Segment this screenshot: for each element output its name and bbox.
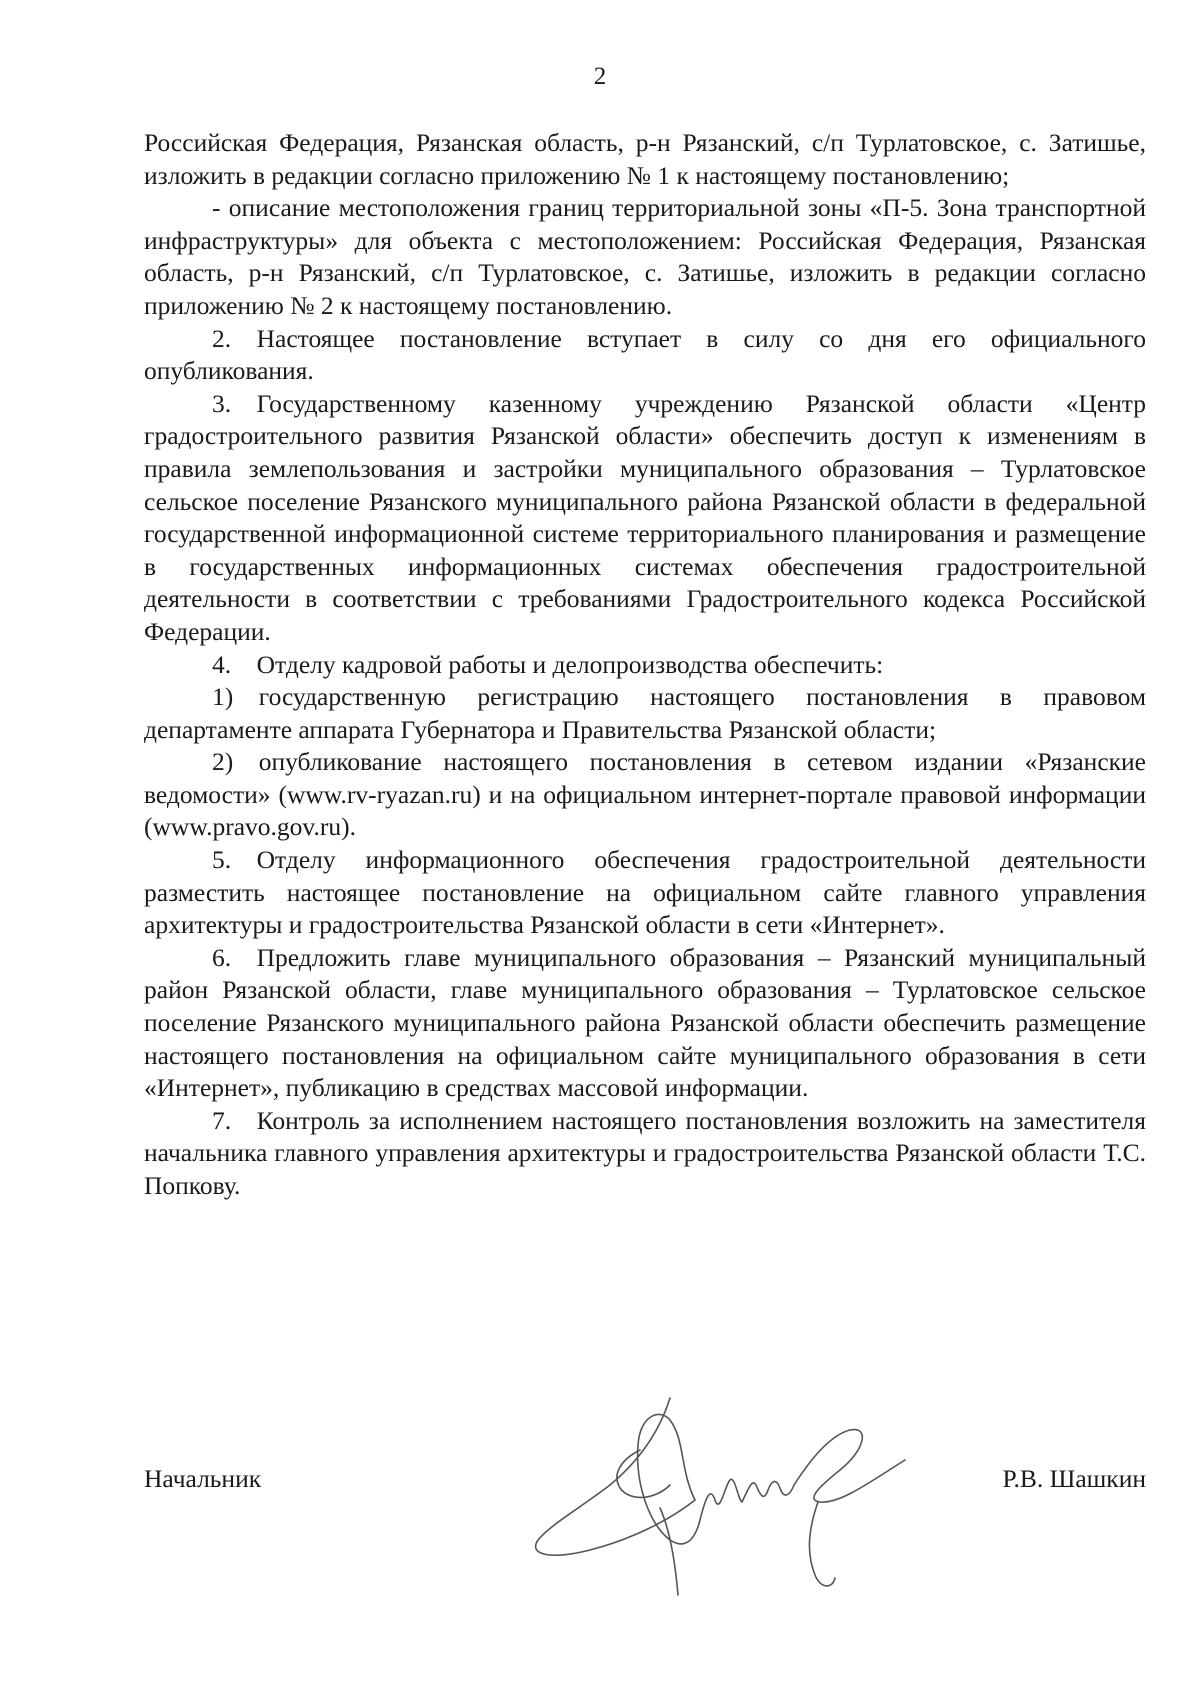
paragraph-item-4: 4. Отделу кадровой работы и делопроизводства обеспечить: — [212, 649, 884, 679]
paragraph-item-3: 3. Государственному казенному учреждению Рязанской области «Центр градостроительного развития Рязанской области» обеспечить доступ к изменениям в правила землепользования и застройки муниципального образования – Турлатовское сельское поселение Рязанского муниципального района Рязанской области в федеральной государственной информационной системе территориального планирования и размещение в государственных информационных системах обеспечения градостроительной деятельности в соответствии с требованиями Градостроительного кодекса Российской Федерации. — [144, 388, 1146, 646]
paragraph-item-5: 5. Отделу информационного обеспечения градостроительной деятельности разместить настоящее постановление на официальном сайте главного управления архитектуры и градостроительства Рязанской области в сети «Интернет». — [144, 845, 1146, 940]
paragraph-item-2: 2. Настоящее постановление вступает в силу со дня его официального опубликования. — [144, 323, 1146, 386]
paragraph-item-6: 6. Предложить главе муниципального образования – Рязанский муниципальный район Рязанской области, главе муниципального образования – Турлатовское сельское поселение Рязанского муниципального района Рязанской области обеспечить размещение настоящего постановления на официальном сайте муниципального образования в сети «Интернет», публикацию в средствах массовой информации. — [144, 942, 1146, 1103]
page-number: 2 — [593, 63, 607, 90]
paragraph-item-4-1: 1) государственную регистрацию настоящего постановления в правовом департаменте аппарата Губернатора и Правительства Рязанской области; — [144, 682, 1146, 744]
signatory-name: Р.В. Шашкин — [1002, 1464, 1146, 1493]
signatory-position: Начальник — [144, 1464, 262, 1493]
paragraph-continuation: Российская Федерация, Рязанская область, р-н Рязанский, с/п Турлатовское, с. Затишье, изложить в редакции согласно приложению № 1 к настоящему постановлению; — [144, 128, 1146, 190]
paragraph-zone-p5-description: - описание местоположения границ территориальной зоны «П-5. Зона транспортной инфраструктуры» для объекта с местоположением: Российская Федерация, Рязанская область, р-н Рязанский, с/п Турлатовское, с. Затишье, изложить в редакции согласно приложению № 2 к настоящему постановлению. — [144, 193, 1146, 320]
signature-block — [144, 1462, 1146, 1502]
paragraph-item-4-2: 2) опубликование настоящего постановления в сетевом издании «Рязанские ведомости» (www.rv-ryazan.ru) и на официальном интернет-портале правовой информации (www.pravo.gov.ru). — [144, 747, 1146, 842]
paragraph-item-7: 7. Контроль за исполнением настоящего постановления возложить на заместителя начальника главного управления архитектуры и градостроительства Рязанской области Т.С. Попкову. — [144, 1105, 1146, 1200]
document-body — [144, 127, 1146, 1203]
